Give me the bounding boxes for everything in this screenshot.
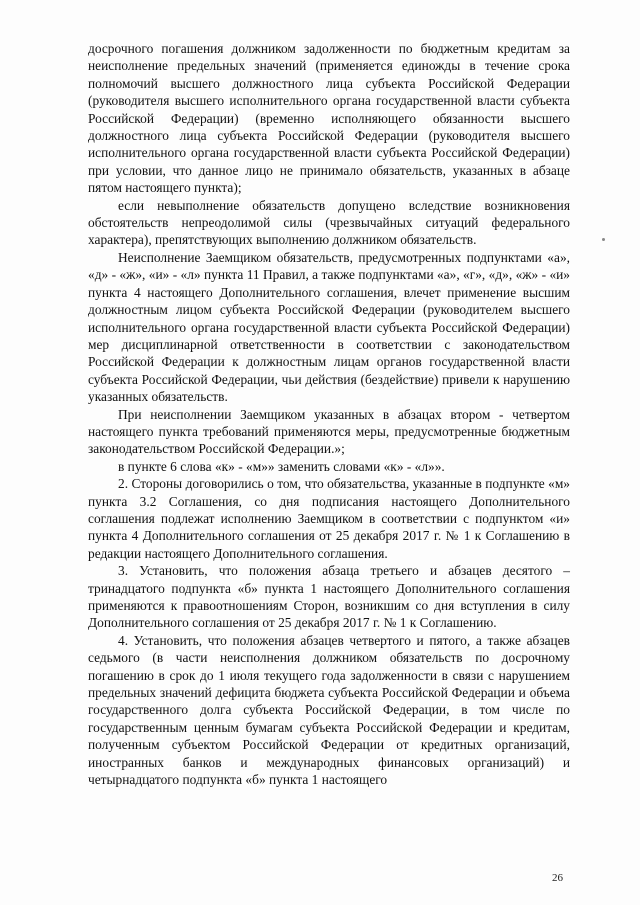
paragraph-2: если невыполнение обязательств допущено вследствие возникновения обстоятельств непреодолимой силы (чрезвычайных ситуаций федерального характера), препятствующих выполнению должником обязательств. [88, 197, 570, 248]
paragraph-5: в пункте 6 слова «к» - «м»» заменить словами «к» - «л»». [118, 458, 445, 474]
paragraph-1: досрочного погашения должником задолженности по бюджетным кредитам за неисполнение предельных значений (применяется единожды в течение срока полномочий высшего должностного лица субъекта Российской Федерации (руководителя высшего исполнительного органа государственной власти субъекта Российской Федерации) (временно исполняющего обязанности высшего должностного лица субъекта Российской Федерации (руководителя высшего исполнительного органа государственной власти субъекта Российской Федерации) при условии, что данное лицо не принимало обязательств, указанных в абзаце пятом настоящего пункта); [88, 41, 570, 196]
paragraph-6: 2. Стороны договорились о том, что обязательства, указанные в подпункте «м» пункта 3.2 Соглашения, со дня подписания настоящего Дополнительного соглашения подлежат исполнению Заемщиком в соответствии с подпунктом «и» пункта 4 Дополнительного соглашения от 25 декабря 2017 г. № 1 к Соглашению в редакции настоящего Дополнительного соглашения. [88, 476, 570, 561]
paragraph-7: 3. Установить, что положения абзаца третьего и абзацев десятого – тринадцатого подпункта «б» пункта 1 настоящего Дополнительного соглашения применяются к правоотношениям Сторон, возникшим со дня вступления в силу Дополнительного соглашения от 25 декабря 2017 г. № 1 к Соглашению. [88, 563, 570, 631]
scan-speck [602, 238, 605, 241]
paragraph-3: Неисполнение Заемщиком обязательств, предусмотренных подпунктами «а», «д» - «ж», «и» - «л» пункта 11 Правил, а также подпунктами «а», «г», «д», «ж» - «и» пункта 4 настоящего Дополнительного соглашения, влечет применение высшим должностным лицом субъекта Российской Федерации (руководителем высшего исполнительного органа государственной власти субъекта Российской Федерации) мер дисциплинарной ответственности в соответствии с законодательством Российской Федерации к должностным лицам органов государственной власти субъекта Российской Федерации, чьи действия (бездействие) привели к нарушению указанных обязательств. [88, 249, 570, 405]
document-body [88, 40, 570, 788]
page-number: 26 [552, 872, 563, 884]
paragraph-4: При неисполнении Заемщиком указанных в абзацах втором - четвертом настоящего пункта требований применяются меры, предусмотренные бюджетным законодательством Российской Федерации.»; [88, 406, 570, 457]
paragraph-8: 4. Установить, что положения абзацев четвертого и пятого, а также абзацев седьмого (в части неисполнения должником обязательств по досрочному погашению в срок до 1 июля текущего года задолженности в связи с нарушением предельных значений дефицита бюджета субъекта Российской Федерации и объема государственного долга субъекта Российской Федерации, в том числе по государственным ценным бумагам субъекта Российской Федерации и кредитам, полученным субъектом Российской Федерации от кредитных организаций, иностранных банков и международных финансовых организаций) и четырнадцатого подпункта «б» пункта 1 настоящего [88, 632, 570, 788]
